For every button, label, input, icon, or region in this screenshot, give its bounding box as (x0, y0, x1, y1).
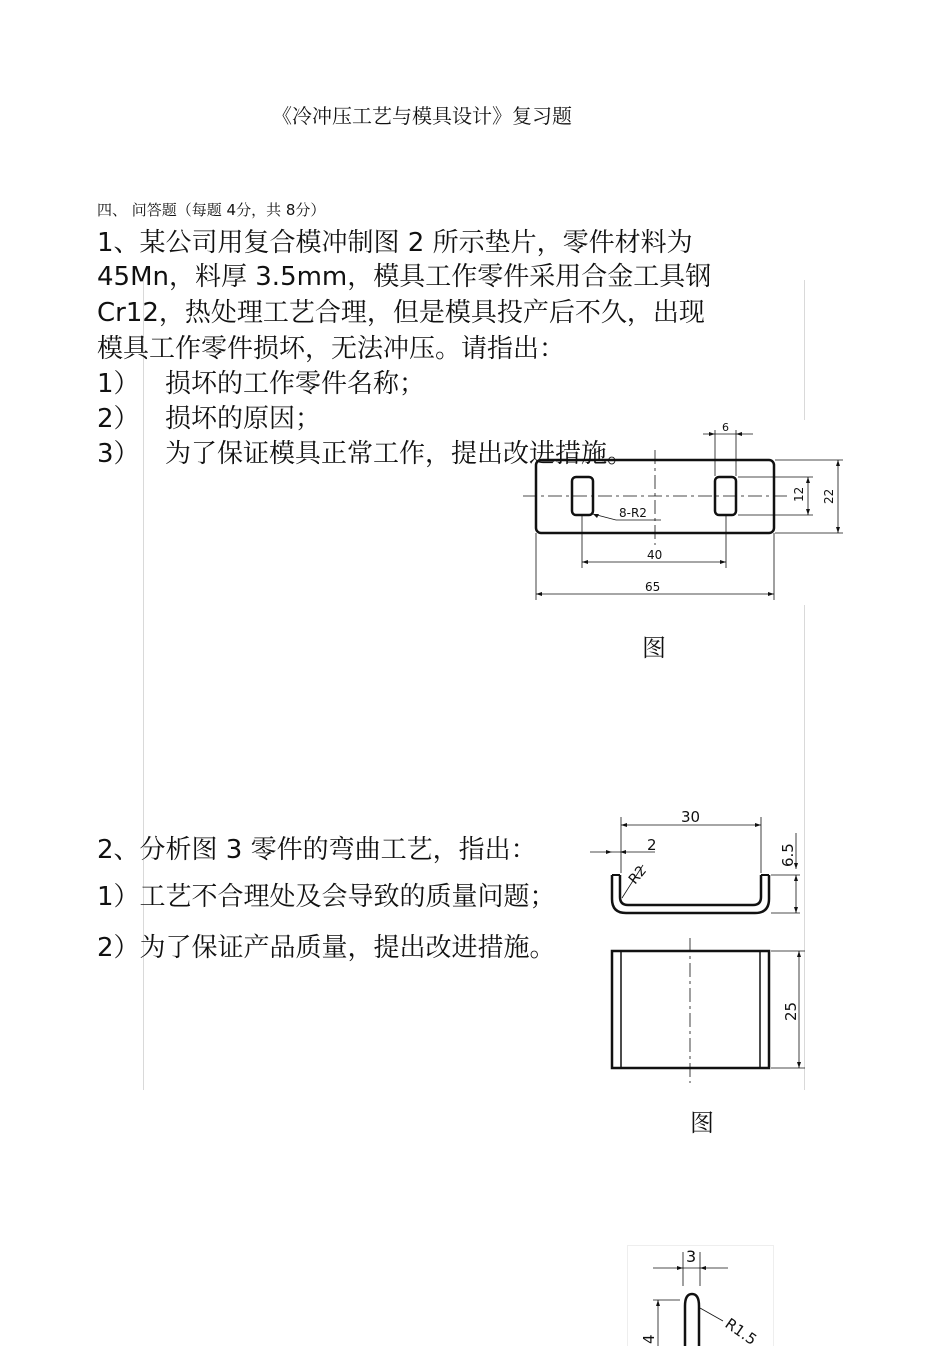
q1-line-4: 模具工作零件损坏，无法冲压。请指出： (97, 334, 566, 364)
q2-item-text: 为了保证产品质量，提出改进措施。 (139, 933, 556, 963)
q2-item-1 (97, 880, 556, 914)
q2-item-text: 工艺不合理处及会导致的质量问题； (139, 882, 556, 912)
dim-bend-radius: R2 (625, 863, 651, 888)
section-heading: 四、 问答题（每题 4分，共 8分） (97, 201, 326, 219)
dim-outer-height: 22 (822, 488, 836, 504)
dim-channel-length: 25 (782, 1001, 800, 1021)
q1-item-2 (97, 402, 322, 436)
dim-thickness: 2 (647, 836, 657, 854)
q1-line-1: 1、某公司用复合模冲制图 2 所示垫片，零件材料为 (97, 228, 693, 258)
dim-slot-spacing: 40 (647, 548, 663, 562)
q1-item-num: 3） (97, 439, 140, 469)
dim-hook-radius: R1.5 (721, 1314, 761, 1346)
q1-line-2: 45Mn，料厚 3.5mm，模具工作零件采用合金工具钢 (97, 262, 712, 292)
figure-2-caption: 图 (642, 634, 666, 662)
q1-item-3 (97, 437, 634, 471)
dim-flange-height: 6.5 (779, 843, 797, 867)
q2-line: 2、分析图 3 零件的弯曲工艺，指出： (97, 835, 537, 865)
document-title: 《冷冲压工艺与模具设计》复习题 (272, 104, 572, 128)
figure-3-caption: 图 (690, 1109, 714, 1137)
q1-item-text: 损坏的工作零件名称； (165, 369, 426, 399)
bend-drawing (585, 803, 818, 1086)
q1-item-num: 2） (97, 404, 140, 434)
q2-item-num: 2） (97, 933, 140, 963)
dim-hook-width: 3 (686, 1247, 697, 1266)
q1-item-num: 1） (97, 369, 140, 399)
q1-line-3: Cr12，热处理工艺合理，但是模具投产后不久，出现 (97, 298, 705, 328)
figure-bend (585, 803, 818, 1086)
dim-inner-height: 12 (792, 486, 806, 502)
dim-slot-width: 6 (722, 421, 729, 434)
dim-corner-radius: 8-R2 (619, 506, 647, 520)
q2-item-2 (97, 931, 556, 965)
dim-hook-height: 4 (640, 1334, 658, 1344)
dim-total-length: 65 (645, 580, 661, 594)
hook-drawing (628, 1246, 773, 1346)
dim-channel-width: 30 (681, 808, 701, 826)
figure-hook (627, 1245, 774, 1346)
q1-item-text: 为了保证模具正常工作，提出改进措施。 (165, 439, 634, 469)
q1-item-1 (97, 367, 426, 401)
q2-item-num: 1） (97, 882, 140, 912)
q1-item-text: 损坏的原因； (165, 404, 322, 434)
